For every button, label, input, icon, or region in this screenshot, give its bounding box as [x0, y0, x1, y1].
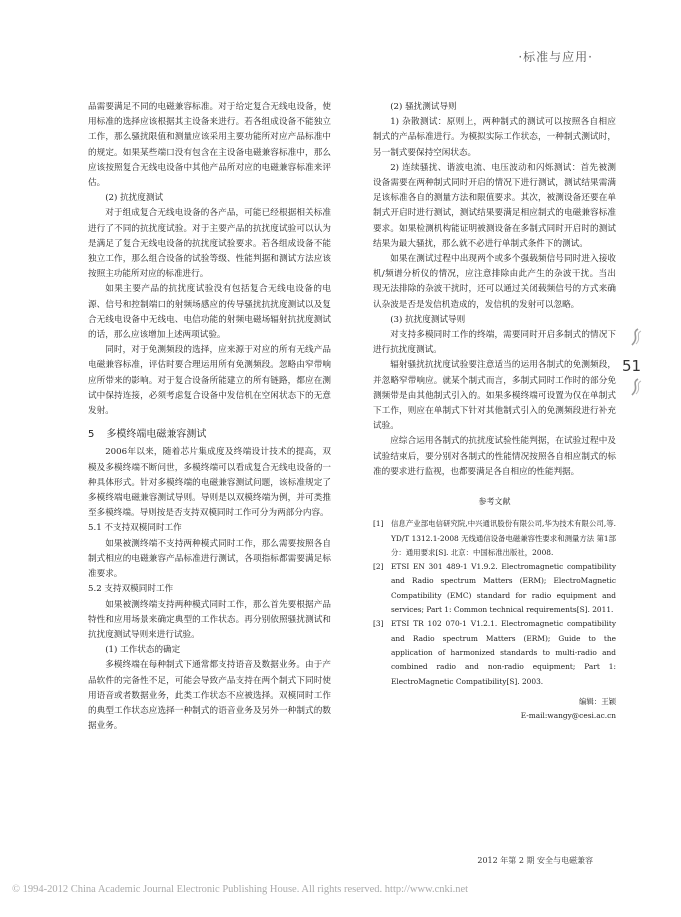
section-header: ·标准与应用·: [518, 50, 593, 64]
paragraph: 对于组成复合无线电设备的各产品，可能已经根据相关标准进行了不同的抗扰度试验。对于主要产品的抗扰度试验可以认为是满足了复合无线电设备的抗扰度试验要求。若各组成设备不能独立工作，那么组合设备的试验等级、性能判据和测试方法应该按照主功能所对应的标准进行。: [88, 208, 331, 280]
paragraph: 如果被测终端支持两种模式同时工作，那么首先要根据产品特性和应用场景来确定典型的工作状态。再分别依照骚扰测试和抗扰度测试导则来进行试验。: [88, 599, 331, 640]
reference-number: [2]: [373, 562, 384, 572]
reference-number: [3]: [373, 619, 384, 629]
copyright-watermark: © 1994-2012 China Academic Journal Electronic Publishing House. All rights reserved. http://www.cnki.net: [12, 884, 469, 895]
journal-footer: 2012 年第 2 期 安全与电磁兼容: [477, 856, 593, 865]
subheading-emission: (2) 骚扰测试导则: [390, 102, 457, 112]
paragraph: 1) 杂散测试：原则上，两种制式的测试可以按照各自相应制式的产品标准进行。为模拟实际工作状态，一种制式测试时，另一制式要保持空闲状态。: [373, 117, 616, 158]
left-column: [88, 100, 331, 734]
subsection-5-2-heading: 5.2 支持双模同时工作: [88, 584, 174, 595]
reference-number: [1]: [373, 519, 384, 529]
subheading-work-state: (1) 工作状态的确定: [105, 645, 181, 656]
paragraph: 如果在测试过程中出现两个或多个强载频信号同时进入接收机/频谱分析仪的情况，应注意排除由此产生的杂波干扰。当出现无法排除的杂波干扰时，还可以通过关闭载频信号的方式来确认杂波是否是发信机造成的，发信机的发射可以忽略。: [373, 254, 616, 310]
section-5-heading: 5 多模终端电磁兼容测试: [88, 429, 207, 441]
editor-email: E-mail:wangy@cesi.ac.cn: [520, 710, 616, 720]
subheading-immunity: (2) 抗扰度测试: [105, 193, 164, 204]
paragraph: 如果被测终端不支持两种模式同时工作，那么需要按照各自制式相应的电磁兼容产品标准进行测试，各项指标都需要满足标准要求。: [88, 538, 331, 580]
wave-ornament-icon: [628, 328, 642, 346]
paragraph: 多模终端在每种制式下通常都支持语音及数据业务。由于产品软件的完备性不足，可能会导致产品支持在两个制式下同时使用语音或者数据业务，此类工作状态不应被选择。双模同时工作的典型工作状态应选择一种制式的语音业务及另外一种制式的数据业务。: [88, 660, 331, 732]
paragraph: 应综合运用各制式的抗扰度试验性能判据，在试验过程中及试验结束后，要分别对各制式的性能情况按照各自相应制式的标准的要求进行监视，也都要满足各自相应的性能判据。: [373, 436, 616, 477]
subsection-5-1-heading: 5.1 不支持双模同时工作: [88, 523, 182, 534]
paragraph: 品需要满足不同的电磁兼容标准。对于给定复合无线电设备，使用标准的选择应该根据其主设备来进行。若各组成设备不能独立工作，那么骚扰限值和测量应该采用主要功能所对应产品标准中的规定。如果某些端口没有包含在主设备电磁兼容标准中，那么应该按照复合无线电设备中其他产品所对应的电磁兼容标准来评估。: [88, 102, 331, 189]
page-number: 51: [622, 357, 642, 375]
references-heading: 参考文献: [478, 497, 511, 507]
paragraph: 2) 连续骚扰、谐波电流、电压波动和闪烁测试：首先被测设备需要在两种制式同时开启的情况下进行测试，测试结果需满足该标准各自的测量方法和限值要求。其次，被测设备还要在单制式开启时进行测试，测试结果要满足相应制式的电磁兼容标准要求。如果检测机构能证明被测设备在多制式同时开启时的测试结果为最大骚扰，那么就不必进行单制式条件下的测试。: [373, 162, 616, 249]
wave-ornament-icon: [628, 378, 642, 396]
editor-credit: 编辑：王颖: [579, 696, 616, 706]
paragraph: 如果主要产品的抗扰度试验没有包括复合无线电设备的电源、信号和控制端口的射频场感应的传导骚扰抗扰度测试以及复合无线电设备中无线电、电信功能的射频电磁场辐射抗扰度测试的话，那么应该增加上述两项试验。: [88, 284, 331, 341]
paragraph: 同时，对于免测频段的选择，应来源于对应的所有无线产品电磁兼容标准，评估时要合理运用所有免测频段。忽略由窄带响应所带来的影响。对于复合设备所能建立的所有链路，都应在测试中保持连接，必须考虑复合设备中发信机在空闲状态下的无意发射。: [88, 345, 331, 417]
reference-text: 信息产业部电信研究院,中兴通讯股份有限公司,华为技术有限公司,等. YD/T 1312.1-2008 无线通信设备电磁兼容性要求和测量方法 第1部分：通用要求[S]. 北京：中国标准出版社，2008.: [391, 519, 616, 557]
reference-item: [373, 617, 616, 688]
reference-item: [373, 517, 616, 560]
paragraph: 辐射骚扰抗扰度试验要注意适当的运用各制式的免测频段，并忽略窄带响应。就某个制式而言，多制式同时工作时的部分免测频带是由其他制式引入的。如果多模终端可设置为仅在单制式下工作，则应在单制式下针对其他制式引入的免测频段进行补充试验。: [373, 360, 616, 432]
reference-text: ETSI TR 102 070-1 V1.2.1. Electromagnetic compatibility and Radio spectrum Matters (ERM); Guide to the application of harmonized standards to multi-radio and combined radio and non-radio equipment; Part 1: ElectroMagnetic Compatibility[S]. 2003.: [391, 619, 616, 686]
right-column: [373, 100, 616, 723]
subheading-immunity-guide: (3) 抗扰度测试导则: [390, 314, 466, 325]
reference-item: [373, 560, 616, 617]
paragraph: 对支持多模同时工作的终端，需要同时开启多制式的情况下进行抗扰度测试。: [373, 330, 616, 356]
paragraph: 2006年以来，随着芯片集成度及终端设计技术的提高，双模及多模终端不断问世，多模终端可以看成复合无线电设备的一种具体形式。针对多模终端的电磁兼容测试问题，该标准规定了多模终端电磁兼容测试导则。导则是以双模终端为例，并可类推至多模终端。导则按是否支持双模同时工作可分为两部分内容。: [88, 447, 331, 519]
reference-text: ETSI EN 301 489-1 V1.9.2. Electromagnetic compatibility and Radio spectrum Matters (ERM); ElectroMagnetic Compatibility (EMC) standard for radio equipment and services; Part 1: Common technical requirements[S]. 2011.: [391, 562, 616, 615]
